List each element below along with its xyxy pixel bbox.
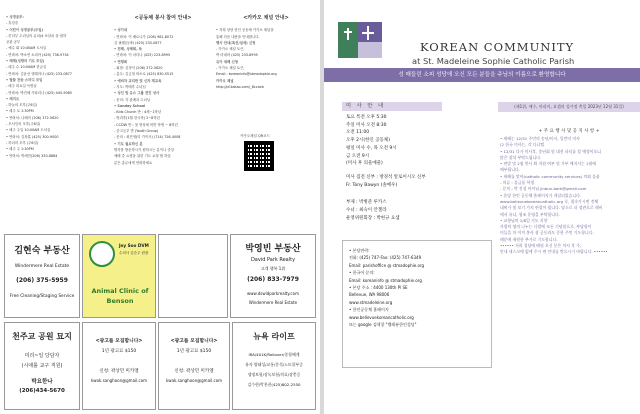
ad-title: Animal Clinic of bbox=[91, 287, 149, 295]
service-line: - 중고등부 반 (Youth Group) bbox=[114, 129, 159, 134]
parish-name: at St. Madeleine Sophie Catholic Parish bbox=[412, 56, 575, 66]
service-line: - 총무: 김금철 바오로 (425) 830-5515 bbox=[114, 72, 174, 77]
ad-phone: (206) 375-5959 bbox=[16, 277, 68, 284]
ad-title-2: Benson bbox=[106, 297, 134, 305]
contact-line: • 본당연락: bbox=[349, 248, 370, 253]
mass-time-line: 금 오전 9시 bbox=[346, 153, 370, 159]
announcement-line: • 운당 한인 공동체 홈페이지가 개설되었습니다. bbox=[500, 192, 582, 198]
ad-brand-2: Windermere Real Estate bbox=[248, 300, 298, 305]
service-line: 분은 총무에게 연락하세요 bbox=[114, 160, 153, 165]
ministry-line: 공관 공부 bbox=[6, 40, 21, 45]
mass-time-line: 주일 미사 오전 8:30 bbox=[346, 122, 387, 128]
service-line: - 문의: 각 관례과 수녀님 bbox=[114, 97, 151, 102]
ad-placeholder-box bbox=[158, 234, 228, 318]
ministry-line: - 연락처: 박소연 소피아 (425) 736-9734 bbox=[6, 52, 69, 57]
ad-line: 박요한나 bbox=[31, 379, 53, 385]
ad-title: <광고를 모집합니다> bbox=[170, 339, 218, 344]
ad-recruit-2 bbox=[158, 322, 230, 410]
announcement-line: www.bellevuekoreancatholic.org 로, 접속가시면 전체 bbox=[500, 198, 599, 204]
priest-line: 미사 집전 신부 : 방경석 알로이시오 신부 bbox=[346, 175, 426, 180]
ad-new-york-life bbox=[232, 322, 316, 410]
ad-title: 천주교 공원 묘지 bbox=[12, 332, 72, 341]
service-line: • 예비자 교리반 및 신자 재교육 bbox=[114, 78, 162, 83]
ministry-line: • 떼제(성령의 기도 모임) bbox=[6, 59, 45, 64]
ad-line: 유자 양태성/교통/분석/노트할부증 bbox=[245, 362, 303, 367]
service-line: 김 필레몬(바) (425) 233-0877 bbox=[114, 40, 162, 45]
kakao-line: 박 마네라 (425) 233-8995 bbox=[216, 53, 258, 58]
ministry-line: - 매주 수 10:00AM 한글실 bbox=[6, 65, 47, 70]
kakao-channel-column bbox=[216, 12, 316, 90]
announcement-line: 때문에 제원한 추가로 기도합니다. bbox=[500, 236, 558, 242]
ad-title: <광고를 모집합니다> bbox=[95, 339, 143, 344]
announcement-line: - 문의 : 박 진성 아이님 jinbun.bark@gmail.com bbox=[500, 186, 587, 192]
ad-brand: Windermere Real Estate bbox=[14, 264, 70, 269]
contact-box bbox=[342, 240, 492, 368]
ad-line: IRA/401K/Rollover/종합혜계 bbox=[248, 352, 300, 357]
ministry-line: • 어린이 성경공부(주일) bbox=[6, 27, 44, 32]
ministry-line: • 레지오 bbox=[6, 96, 20, 101]
announcement-line: •••••• 저희 성당에 배원 오신 분은 미사 후 주, bbox=[500, 243, 582, 249]
announcement-line: • 12/31 다가 미사후, 송년회 및 대전 파티를 할 예정이오니 bbox=[500, 148, 602, 154]
ministry-line: - 휴강중 bbox=[6, 21, 19, 26]
ministry-line: - 매주 화요일 독방실 bbox=[6, 84, 37, 89]
ministry-line: - 하늘의 모후(주6일) bbox=[6, 103, 38, 108]
ad-doctor: Joy Soo DVM bbox=[119, 243, 149, 248]
ministry-column-1 bbox=[6, 14, 106, 159]
contact-line: 전화: (425) 747-Fax: (425) 747-6349 bbox=[349, 255, 422, 261]
ministry-line: • 말씀 찬송 스터디 모임 bbox=[6, 77, 43, 82]
ministry-line: • 매주 주일 10:00AM 도서실 bbox=[6, 128, 51, 133]
announcement-line: • 새해는 12/31 주민의 송년/미사, 일반미 미사 bbox=[500, 136, 580, 141]
ad-cemetery bbox=[4, 322, 80, 410]
contact-line: Email: koreaninfo @ stmadophie.org bbox=[349, 277, 422, 283]
ad-title: 박영빈 부동산 bbox=[245, 244, 301, 254]
service-line: 병자를 방문하시기 원하시는 분이나 중앙 bbox=[114, 147, 174, 152]
ad-realty-park bbox=[230, 234, 316, 318]
ad-line: 신청: 곽상민 미카엘 bbox=[99, 369, 139, 374]
announcements-title: + 주 요 행 사 및 공 지 사 항 + bbox=[538, 129, 600, 134]
ministry-line: - 연락처: 박진혜 카타리나 (425) 445-9085 bbox=[6, 90, 72, 95]
ministry-line: - 하녀의 모후 (주6일) bbox=[6, 140, 39, 145]
mass-time-line: 평일 미사 수, 목 오전 9시 bbox=[346, 145, 397, 151]
ad-line: 생명보험/장녹보험/의료/장충증 bbox=[247, 372, 301, 377]
ad-recruit-1 bbox=[82, 322, 156, 410]
ad-line: 고객 행복 1위 bbox=[260, 266, 286, 271]
ministry-line: • 매주 토 1:30PM bbox=[6, 109, 34, 114]
ad-phone: (206)434-5670 bbox=[19, 388, 65, 394]
announcement-line: 많은 참석 부탁드립니다. bbox=[500, 154, 542, 160]
kakao-qr-code[interactable] bbox=[244, 141, 274, 171]
ad-brand: David Park Realty bbox=[250, 257, 296, 263]
ad-title: 김현숙 부동산 bbox=[14, 246, 70, 256]
service-line: - 문의 : 최진영(미 가이사) (714) 726-4008 bbox=[114, 135, 181, 140]
ad-line: 1년 광고료 $150 bbox=[101, 349, 137, 354]
ministry-line: - 킨더부 수녀님의 유치(4 보살피 을 원하 bbox=[6, 33, 67, 38]
ad-line: 미리~일 당담자 bbox=[24, 353, 60, 359]
ministry-line: • 연락처: 박세민(206) 330-8884 bbox=[6, 153, 58, 158]
service-line: • 연령회 bbox=[114, 59, 128, 64]
ministry-line: - 예수 회 10:45AM 도서실 bbox=[6, 46, 47, 51]
header bbox=[324, 2, 640, 100]
service-line: • 성인 및 유스 그룹 견진 성사 bbox=[114, 91, 160, 96]
kakao-line: - 카카오 채널 토큰, bbox=[216, 66, 245, 71]
announcement-line: 배부됩니다. bbox=[500, 167, 521, 173]
announcement-line: • 새해를 맞아(catholic community services) 의외 물품 bbox=[500, 173, 600, 179]
mass-time-line: 오전 11:00 bbox=[346, 130, 370, 136]
staff-line: 부제 : 박병준 루카스 bbox=[346, 200, 387, 206]
service-line: - 방과후(1월 한국학) 2~8학년 bbox=[114, 116, 160, 121]
service-line: - 지도: 박태후 수녀님 bbox=[114, 84, 146, 89]
ad-line: 1년 광고료 $150 bbox=[176, 349, 212, 354]
mass-schedule bbox=[346, 114, 496, 168]
qr-label: 카카오채널 QR코드 bbox=[240, 134, 270, 138]
kakao-line: 통해 다음 내용을 안내합니다. bbox=[216, 34, 260, 39]
ad-email[interactable]: kwak.sanghoon@gmail.com bbox=[165, 378, 223, 383]
kakao-line: - 카카오 채널 토큰, bbox=[216, 47, 245, 52]
service-line: • Sunday School bbox=[114, 103, 146, 108]
kakao-line: 유아 세례 신청 bbox=[216, 59, 239, 64]
service-line: - Kids Church 반 : 4세~1학년 bbox=[114, 110, 162, 115]
contact-line: • 한인공동체 홈페이지 bbox=[349, 307, 389, 313]
clergy-box bbox=[342, 170, 492, 236]
community-title: KOREAN COMMUNITY bbox=[420, 40, 575, 54]
kakao-line: • 저희 성당 한인 공동체 카카오 채널을 bbox=[216, 28, 274, 33]
announcement-line: 네버가 및 보기 가지 연결이 됩니다. 달소로 더 장관으로 레비 bbox=[500, 205, 603, 211]
mass-time-line: 오후 2시(한인 공동체) bbox=[346, 138, 391, 144]
contact-line: Email: parishoffice @ stmadophie.org bbox=[349, 262, 425, 268]
service-guide-title: <공동체 봉사 참여 안내> bbox=[134, 15, 192, 21]
contact-line: 또는 google 검색창 "벨레뷰한인성당" bbox=[349, 322, 417, 328]
ad-line: 김수현/박홍찬(425)802-2550 bbox=[247, 382, 301, 387]
kakao-line: Email : koreaninfo@stmadophie.org bbox=[216, 72, 277, 77]
announcement-line: 에서 유니, 협조 운영을 부탁합니다. bbox=[500, 211, 561, 217]
service-line: - 연락처: 이 베로니카 (206) 981-8072 bbox=[114, 34, 174, 39]
ad-realty-kim bbox=[4, 234, 80, 318]
announcement-line: 사랑의 영의 나누는 다발에 모든 기념합으로, 부당함이 bbox=[500, 224, 592, 230]
ad-website: www.dswidparkrealty.com bbox=[247, 291, 299, 296]
kakao-line: 카카오 채널 bbox=[216, 78, 234, 83]
kakao-line: http://pf.kakao.com/_8ccxeb bbox=[216, 84, 264, 89]
ad-info: 수의사 김순주 원장 bbox=[119, 251, 149, 255]
ad-email[interactable]: kwak.sanghoon@gmail.com bbox=[90, 378, 148, 383]
pet-logo-icon bbox=[89, 241, 115, 267]
ministry-line: • 연락처: 나혜미 (206) 372-5620 bbox=[6, 115, 59, 120]
welcome-banner: 성 매들린 소피 성당에 오신 모든 분들을 주님의 이름으로 환영합니다 bbox=[324, 68, 640, 82]
ad-line: 신청: 곽상민 미카엘 bbox=[174, 369, 214, 374]
ministry-line: • 매주 주 1:30PM bbox=[6, 147, 34, 152]
parish-logo-icon bbox=[338, 18, 382, 62]
service-line: - CCDW 반 : 첫 영성체 비반 학생 ~ 8학년 bbox=[114, 122, 178, 127]
service-line: • 기도 필요하신 분 bbox=[114, 141, 143, 146]
service-line: - 연락처: 이 마다나 (425) 223-8995 bbox=[114, 53, 171, 58]
kakao-title: <카카오 채널 안내> bbox=[243, 15, 289, 21]
clergy-info bbox=[346, 174, 492, 223]
mass-schedule-title: 미 사 안 내 bbox=[342, 102, 442, 111]
announcement-line: - 의류 : 물급품 학생 bbox=[500, 180, 534, 186]
contact-info bbox=[349, 247, 489, 328]
feast-header: (제1위, 예수, 마리아, 요셉의 성가정 축일 2023년 12월 31일) bbox=[498, 102, 640, 112]
announcements-list bbox=[500, 136, 638, 256]
service-line: 예배 중 요청을 위한 기도 요청 할 하실 bbox=[114, 154, 171, 159]
ministry-line: - 모서인의 모후(주6일) bbox=[6, 122, 41, 127]
ad-animal-clinic bbox=[82, 234, 156, 318]
ad-tagline: Free Cleaning/Staging Service bbox=[9, 294, 75, 299]
staff-line: 운영위원회장 : 박현규 요셉 bbox=[346, 215, 400, 221]
ministry-line: • 성경공부: bbox=[6, 15, 24, 19]
service-line: • 전례, 성체회, 독 bbox=[114, 47, 142, 52]
staff-line: 수녀 : 최숙이 안젤라 bbox=[346, 208, 387, 214]
announcement-line: • 연말 및 2월 봉사 봐 지원 여부 및 가부 예지서는 1월에 bbox=[500, 161, 597, 167]
priest-line-2: Fr. Tony Bawyn (솔메우) bbox=[346, 182, 398, 188]
service-line: • 성가대 bbox=[114, 28, 128, 33]
service-line: - 회장: 김정석 (206) 372-5620 bbox=[114, 66, 163, 71]
contact-line: www.bellevuekoreancatholic.org bbox=[349, 314, 414, 320]
mass-time-line: 토요 특전 오후 5:30 bbox=[346, 115, 387, 120]
kakao-line: 행사 안내(특선/섬세) 신청 bbox=[216, 40, 256, 45]
ad-line: (시애틀 교구 직원) bbox=[21, 363, 63, 369]
mass-time-line: (미사 후 의울예물) bbox=[346, 161, 383, 167]
contact-line: • 본당 주소 : 4400 130th Pl SE bbox=[349, 285, 408, 291]
announcement-line: • 교향님의 1/8일 기도 지향 bbox=[500, 217, 548, 223]
contact-line: Bellevue, WA 98006 bbox=[349, 292, 390, 298]
announcement-line: (2 한국 미사는, 각 다니엘 bbox=[500, 142, 545, 148]
announcement-line: 안내 데스크에 없에 주시 면 안내를 받으시기 바랍니다. •••••• bbox=[500, 249, 608, 255]
contact-line: www.stmadeleine.org bbox=[349, 299, 393, 305]
ministry-line: • 연락처: 김장훈 (425) 300-9000 bbox=[6, 134, 59, 139]
ad-title: 뉴욕 라이프 bbox=[253, 332, 295, 341]
announcement-line: 이들을 차 이적 봉사 참 공동과도 중한 주민 기도합니다. bbox=[500, 230, 594, 236]
ad-phone: (206) 833-7979 bbox=[247, 276, 299, 283]
ministry-line: - 연락처: 김윤선 엘레아나 (425) 233-0877 bbox=[6, 71, 72, 76]
bulletin-right-page bbox=[324, 0, 640, 414]
contact-line: • 한국어 문의: bbox=[349, 270, 375, 276]
ministry-column-2 bbox=[114, 12, 212, 166]
